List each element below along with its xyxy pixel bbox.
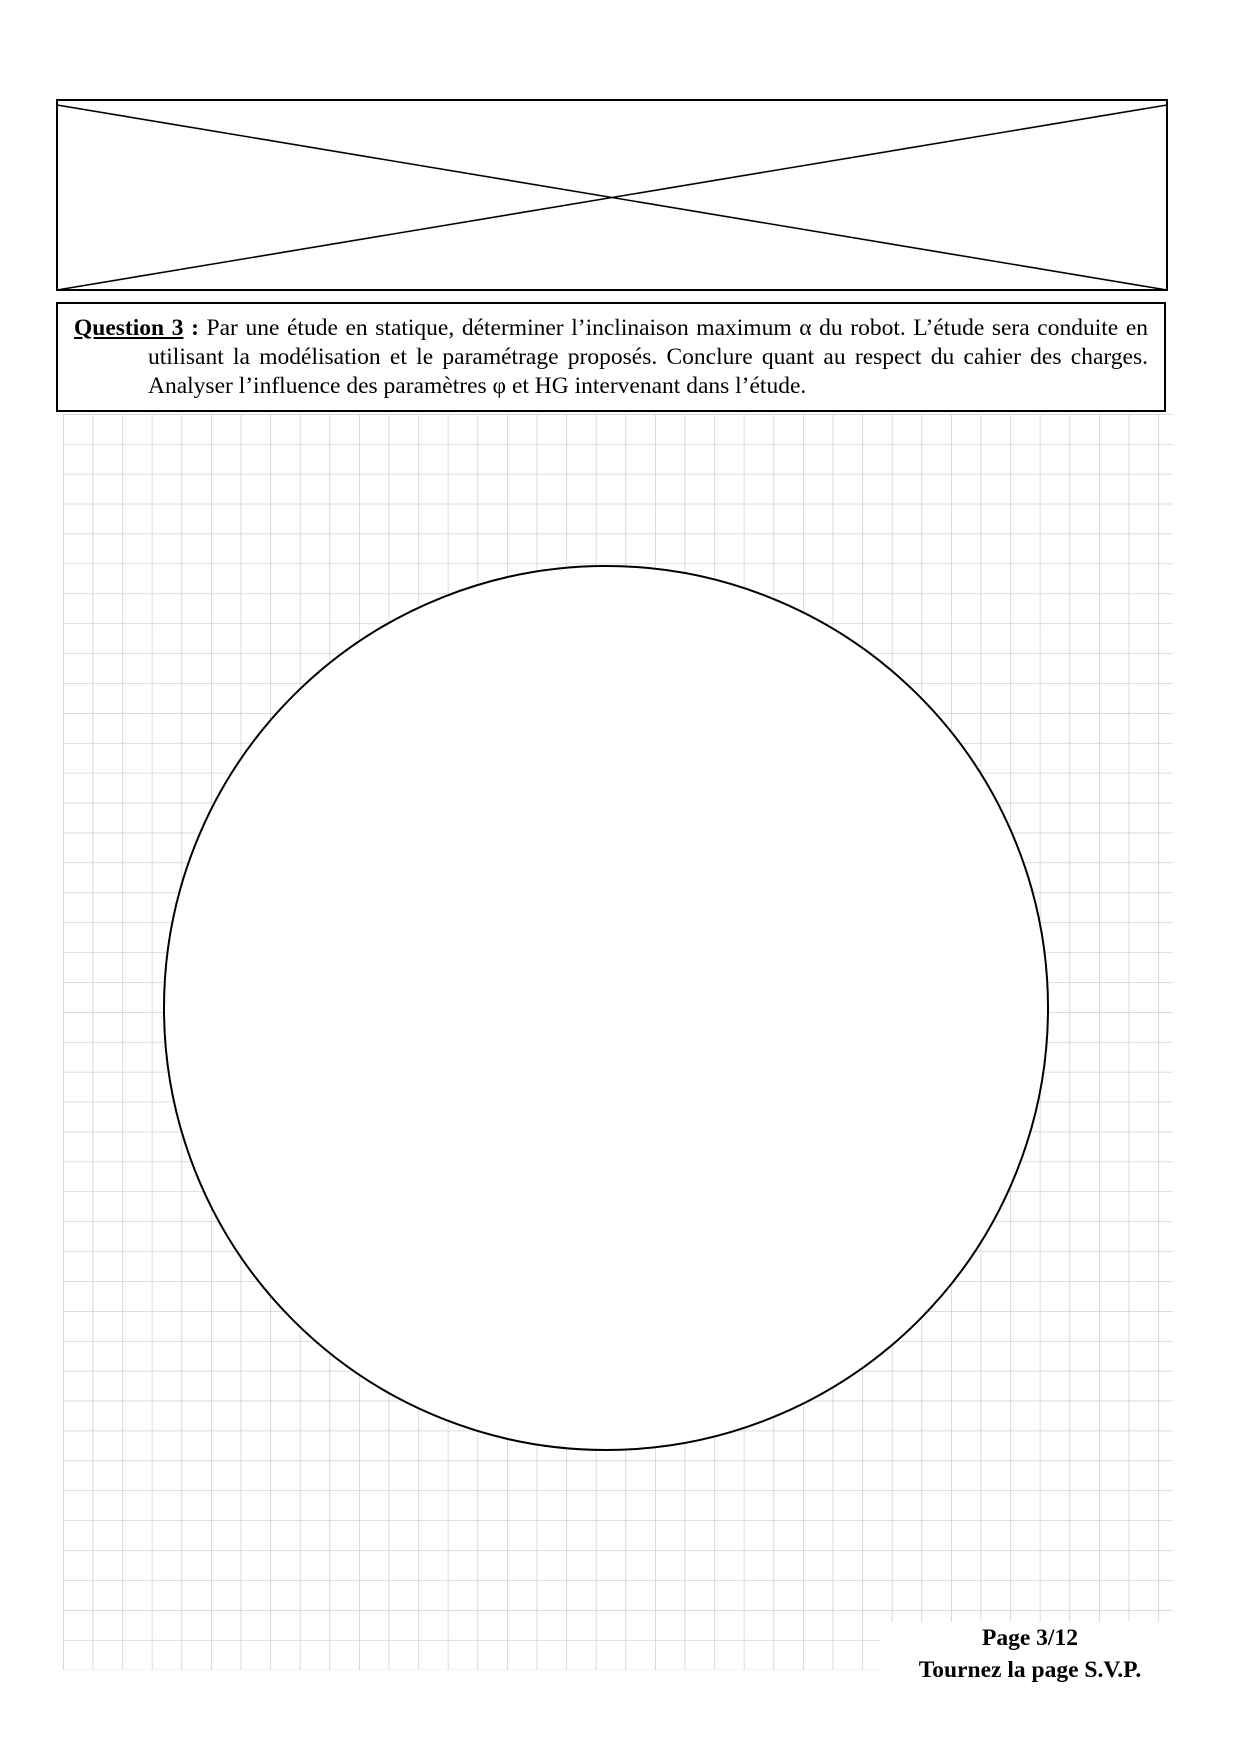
answer-circle [164,566,1048,1450]
question-box [56,302,1166,412]
question-text-part-3: et HG intervenant dans l’étude. [506,373,807,399]
question-colon: : [183,315,199,341]
page-footer [880,1622,1180,1686]
alpha-symbol: α [799,315,812,341]
question-text-part-2: du robot. L’étude sera conduite en utilisant la modélisation et le paramétrage proposés. Conclure quant au respect du cahier des charges. Analyser l’influence des paramètres [148,315,1148,399]
crossed-out-box [56,99,1170,292]
question-statement [74,314,1148,401]
phi-symbol: φ [492,373,507,399]
question-text-part-1: Par une étude en statique, déterminer l’inclinaison maximum [198,315,800,341]
answer-grid-area[interactable] [63,414,1173,1670]
turn-page-note: Tournez la page S.V.P. [918,1657,1142,1683]
page-number: Page 3/12 [982,1625,1078,1651]
question-label: Question 3 [74,315,184,341]
